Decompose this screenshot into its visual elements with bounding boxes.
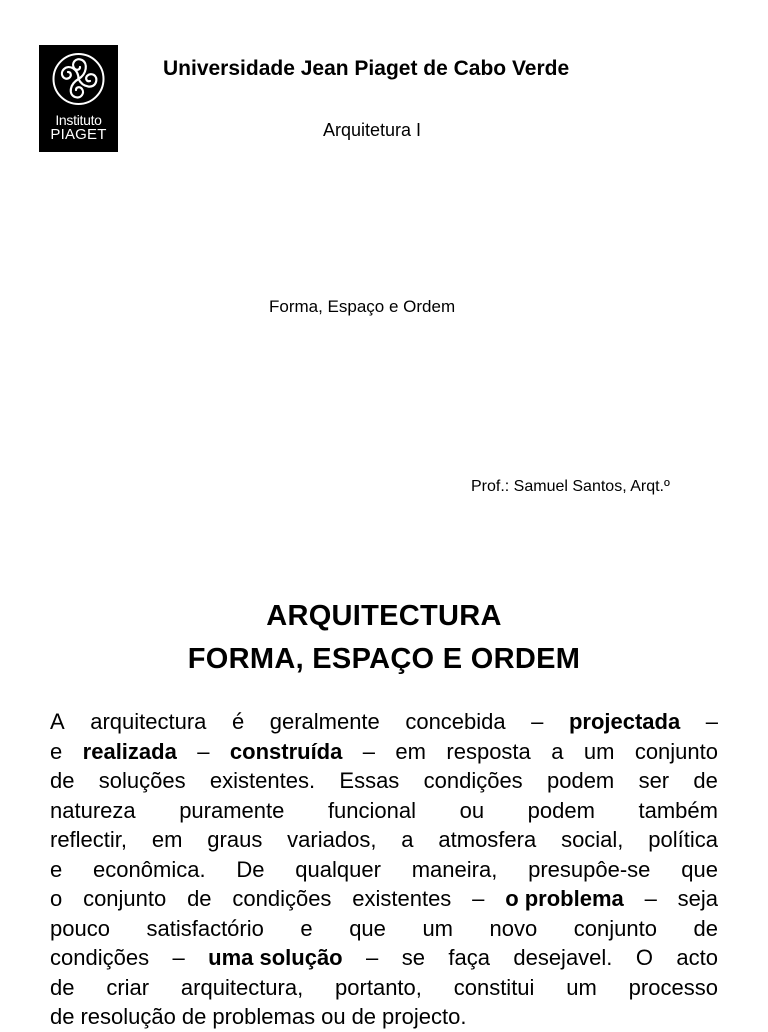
word: problemas (212, 1004, 316, 1029)
emphasized-term: construída (229, 738, 343, 764)
word: podem (546, 768, 615, 793)
word: desejavel. (513, 945, 613, 970)
logo-text-instituto: Instituto (55, 112, 102, 128)
word: de (351, 1004, 377, 1029)
word: projecto. (382, 1004, 467, 1029)
course-name: Arquitetura I (323, 120, 422, 140)
paragraph-line (50, 796, 718, 826)
heading-line-2: FORMA, ESPAÇO E ORDEM (187, 643, 581, 675)
paragraph-line (50, 707, 718, 737)
word: social, (561, 827, 624, 852)
word: e (300, 915, 313, 941)
word: conjunto (83, 886, 167, 911)
word: e (50, 738, 63, 764)
word: presupôe-se (528, 856, 651, 882)
word: resposta (446, 738, 531, 764)
paragraph-line (50, 855, 718, 885)
word: puramente (179, 797, 285, 823)
word: resolução (80, 1004, 176, 1029)
word: também (638, 797, 718, 823)
word: de (693, 915, 718, 941)
word: – (472, 886, 485, 911)
word: de (181, 1004, 207, 1029)
professor-name: Prof.: Samuel Santos, Arqt.º (471, 478, 670, 495)
word: – (197, 738, 210, 764)
word: podem (527, 797, 595, 823)
word: que (681, 856, 718, 882)
word: que (349, 915, 386, 941)
word: é (231, 709, 245, 734)
word: de (50, 1004, 75, 1029)
word: atmosfera (438, 827, 537, 852)
word: – (172, 945, 185, 970)
word: arquitectura (90, 709, 207, 734)
word: portanto, (335, 974, 422, 1000)
heading-line-1: ARQUITECTURA (266, 600, 502, 632)
word: O (635, 945, 653, 970)
word: satisfactório (146, 915, 264, 941)
paragraph-line (50, 825, 718, 855)
word: – (362, 738, 376, 764)
body-paragraph (50, 707, 718, 1032)
word: – (705, 709, 718, 734)
word: criar (106, 974, 150, 1000)
word: condições (50, 945, 150, 970)
word: soluções (98, 768, 186, 793)
word: processo (628, 974, 718, 1000)
emphasized-term: uma solução (208, 945, 343, 970)
paragraph-line (50, 737, 718, 767)
word: ou (459, 797, 485, 823)
word: um (583, 738, 615, 764)
word: – (366, 945, 379, 970)
word: econômica. (93, 856, 206, 882)
word: – (644, 886, 657, 911)
emphasized-term: realizada (82, 738, 177, 764)
word: novo (489, 915, 538, 941)
word: política (648, 827, 718, 852)
word: arquitectura, (180, 974, 304, 1000)
word: se (401, 945, 425, 970)
word: faça (448, 945, 490, 970)
word: geralmente (269, 709, 380, 734)
word: um (422, 915, 453, 941)
word: condições (232, 886, 332, 911)
emphasized-term: o problema (505, 886, 624, 911)
word: existentes. (209, 768, 316, 793)
word: de (50, 974, 75, 1000)
paragraph-line (50, 1002, 718, 1032)
word: seja (677, 886, 718, 911)
word: de (187, 886, 212, 911)
word: de (693, 768, 718, 793)
word: Essas (339, 768, 400, 793)
word: acto (676, 945, 718, 970)
word: A (50, 709, 65, 734)
word: maneira, (411, 856, 498, 882)
word: reflectir, (50, 827, 128, 852)
word: – (531, 709, 544, 734)
word: existentes (352, 886, 452, 911)
word: um (566, 974, 597, 1000)
paragraph-line (50, 914, 718, 944)
emphasized-term: projectada (568, 709, 681, 734)
word: funcional (327, 797, 417, 823)
word: a (551, 738, 564, 764)
slide-subtitle: Forma, Espaço e Ordem (269, 297, 456, 316)
paragraph-line (50, 884, 718, 914)
word: graus (207, 827, 263, 852)
logo-text-piaget: PIAGET (50, 126, 107, 143)
word: condições (423, 768, 523, 793)
word: De (236, 856, 265, 882)
university-title: Universidade Jean Piaget de Cabo Verde (163, 57, 570, 80)
paragraph-line (50, 973, 718, 1003)
word: conjunto (573, 915, 657, 941)
word: variados, (287, 827, 377, 852)
word: conjunto (634, 738, 718, 764)
word: natureza (50, 797, 136, 823)
word: qualquer (295, 856, 381, 882)
word: a (401, 827, 414, 852)
word: o (50, 886, 63, 911)
word: em (151, 827, 183, 852)
paragraph-line (50, 943, 718, 973)
word: em (395, 738, 426, 764)
word: pouco (50, 915, 110, 941)
instituto-piaget-logo (39, 45, 118, 152)
word: de (50, 768, 75, 793)
word: e (50, 856, 63, 882)
paragraph-line (50, 766, 718, 796)
word: concebida (405, 709, 506, 734)
word: ou (321, 1004, 346, 1029)
word: ser (638, 768, 670, 793)
content-slide (0, 560, 768, 1029)
word: constitui (453, 974, 535, 1000)
